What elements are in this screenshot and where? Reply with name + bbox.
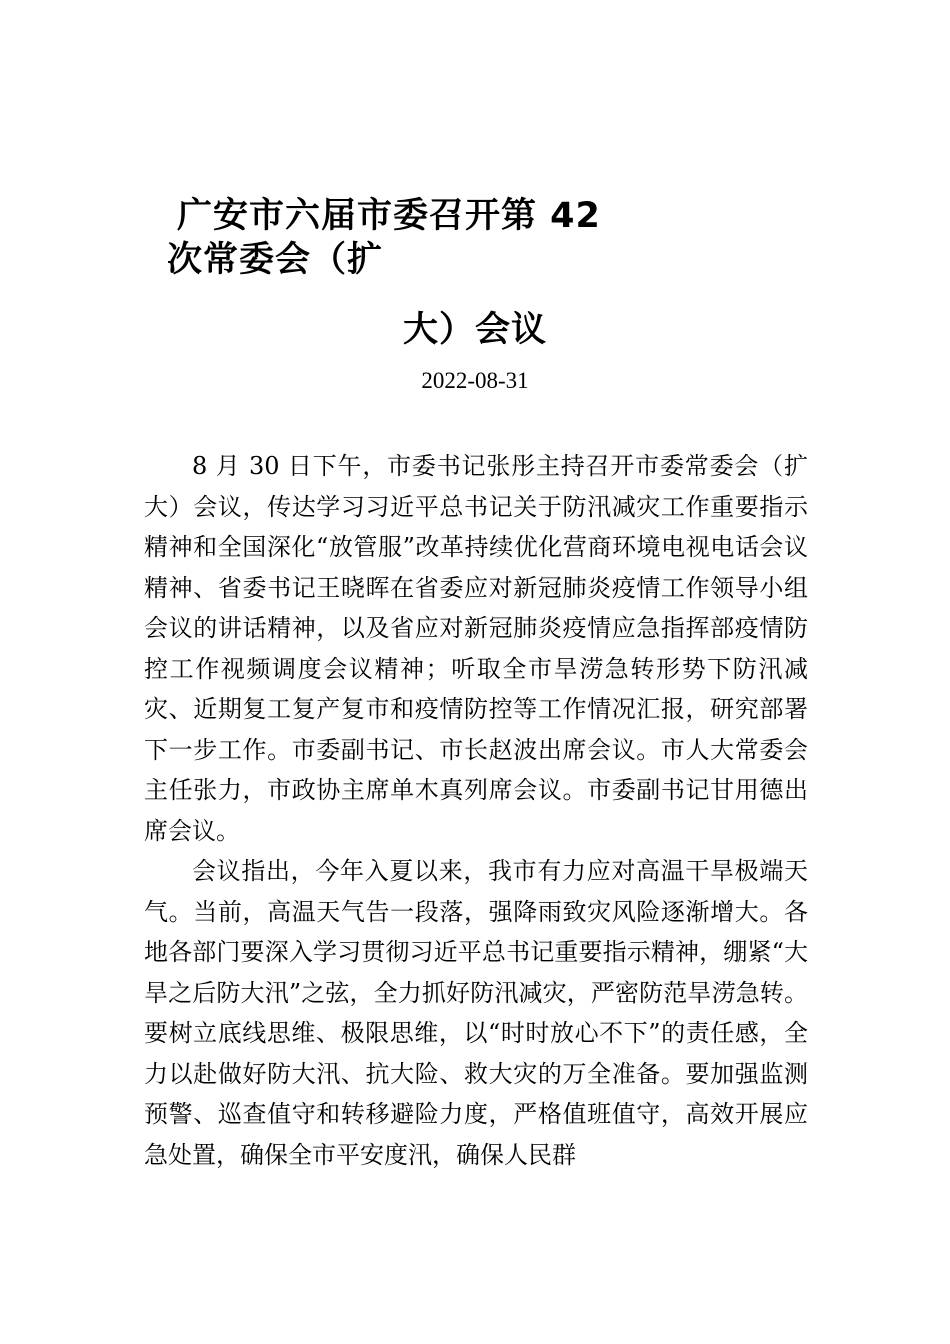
paragraph: 8 月 30 日下午，市委书记张彤主持召开市委常委会（扩大）会议，传达学习习近平总书记关于防汛减灾工作重要指示精神和全国深化“放管服”改革持续优化营商环境电视电话会议精神、省委书记王晓晖在省委应对新冠肺炎疫情工作领导小组会议的讲话精神，以及省应对新冠肺炎疫情应急指挥部疫情防控工作视频调度会议精神；听取全市旱涝急转形势下防汛减灾、近期复工复产复市和疫情防控等工作情况汇报，研究部署下一步工作。市委副书记、市长赵波出席会议。市人大常委会主任张力，市政协主席单木真列席会议。市委副书记甘用德出席会议。 (144, 452, 808, 845)
title-line-2: 次常委会（扩 (167, 240, 384, 280)
title-line-1: 广安市六届市委召开第 42 (177, 196, 601, 236)
title-line-3: 大）会议 (402, 310, 547, 350)
paragraph: 会议指出，今年入夏以来，我市有力应对高温干旱极端天气。当前，高温天气告一段落，强降雨致灾风险逐渐增大。各地各部门要深入学习贯彻习近平总书记重要指示精神，绷紧“大旱之后防大汛”之弦，全力抓好防汛减灾，严密防范旱涝急转。要树立底线思维、极限思维，以“时时放心不下”的责任感，全力以赴做好防大汛、抗大险、救大灾的万全准备。要加强监测预警、巡查值守和转移避险力度，严格值班值守，高效开展应急处置，确保全市平安度汛，确保人民群 (144, 857, 808, 1169)
publish-date: 2022-08-31 (421, 368, 529, 393)
article-body (144, 446, 808, 1175)
